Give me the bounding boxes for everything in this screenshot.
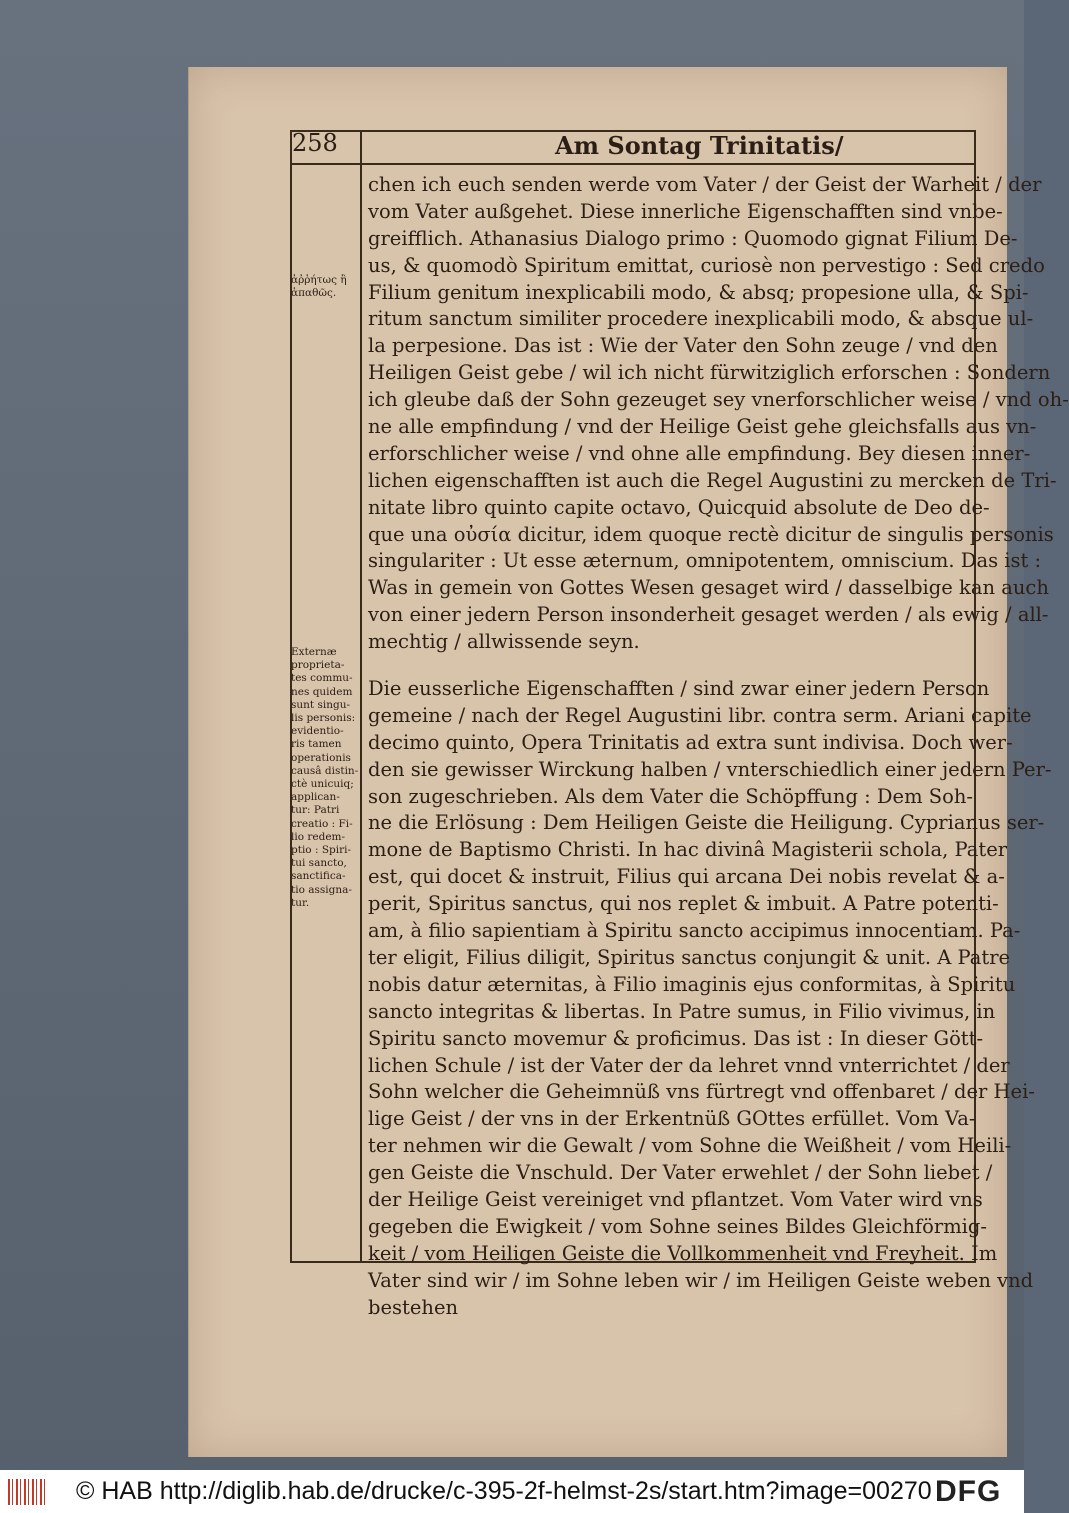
- margin-note-line: ctè unicuiq;: [291, 778, 354, 791]
- text-line: Spiritu sancto movemur & proficimus. Das ist : In dieser Gött-: [368, 1026, 984, 1050]
- margin-note-line: tui sancto,: [291, 857, 347, 870]
- margin-note-line: causâ distin-: [291, 764, 359, 777]
- margin-note-line: proprieta-: [291, 659, 345, 672]
- text-line: von einer jedern Person insonderheit gesaget werden / als ewig / all-: [368, 603, 1049, 627]
- text-line: Vater sind wir / im Sohne leben wir / im Heiligen Geiste weben vnd: [368, 1268, 1034, 1292]
- margin-note-line: tur: Patri: [291, 804, 340, 817]
- margin-note-line: operationis: [291, 751, 351, 764]
- text-line: mechtig / allwissende seyn.: [368, 630, 640, 654]
- margin-note-line: ἀῤῥήτως ἢ: [291, 274, 347, 286]
- text-line: gegeben die Ewigkeit / vom Sohne seines Bildes Gleichförmig-: [368, 1214, 987, 1238]
- text-line: ne die Erlösung : Dem Heiligen Geiste die Heiligung. Cyprianus ser-: [368, 811, 1045, 835]
- margin-note-line: ptio : Spiri-: [291, 844, 352, 857]
- text-line: son zugeschrieben. Als dem Vater die Schöpffung : Dem Soh-: [368, 784, 974, 808]
- text-line: erforschlicher weise / vnd ohne alle empfindung. Bey diesen inner-: [368, 441, 1031, 465]
- text-line: Filium genitum inexplicabili modo, & absq; propesione ulla, & Spi-: [368, 280, 1029, 304]
- text-line: ter eligit, Filius diligit, Spiritus sanctus conjungit & unit. A Patre: [368, 945, 1011, 969]
- text-line: gemeine / nach der Regel Augustini libr. contra serm. Ariani capite: [368, 703, 1032, 727]
- footer-bar: [0, 1470, 1024, 1513]
- margin-note-line: ἀπαθῶς.: [291, 287, 337, 300]
- text-line: perit, Spiritus sanctus, qui nos replet & imbuit. A Patre potenti-: [368, 892, 999, 916]
- running-head: Am Sontag Trinitatis/: [555, 131, 844, 160]
- margin-note-line: ris tamen: [291, 738, 342, 751]
- margin-note-line: tio assigna-: [291, 883, 352, 896]
- text-line: keit / vom Heiligen Geiste die Vollkommenheit vnd Freyheit. Im: [368, 1241, 998, 1265]
- margin-note-line: sunt singu-: [291, 698, 351, 711]
- text-line: gen Geiste die Vnschuld. Der Vater erwehlet / der Sohn liebet /: [368, 1161, 993, 1185]
- margin-note-line: creatio : Fi-: [291, 817, 353, 830]
- dfg-logo: DFG: [935, 1475, 1002, 1508]
- margin-note-line: tes commu-: [291, 672, 353, 685]
- text-line: nobis datur æternitas, à Filio imaginis ejus conformitas, à Spiritu: [368, 972, 1016, 996]
- text-line: der Heilige Geist vereiniget vnd pflantzet. Vom Vater wird vns: [368, 1187, 983, 1211]
- margin-note-line: applican-: [291, 791, 340, 804]
- text-line: sancto integritas & libertas. In Patre sumus, in Filio vivimus, in: [368, 999, 996, 1023]
- margin-note-line: tur.: [291, 896, 310, 909]
- text-line: que una οὐσία dicitur, idem quoque rectè dicitur de singulis personis: [368, 522, 1054, 546]
- text-line: lichen eigenschafften ist auch die Regel Augustini zu mercken de Tri-: [368, 468, 1057, 492]
- text-line: Sohn welcher die Geheimnüß vns fürtregt vnd offenbaret / der Hei-: [368, 1080, 1035, 1104]
- text-line: Was in gemein von Gottes Wesen gesaget wird / dasselbige kan auch: [368, 576, 1049, 600]
- hab-barcode-icon: [8, 1479, 46, 1505]
- margin-note-line: lis personis:: [291, 712, 356, 725]
- paragraph-gap: [368, 656, 968, 676]
- text-line: ich gleube daß der Sohn gezeuget sey vnerforschlicher weise / vnd oh-: [368, 388, 1069, 412]
- body-text: [368, 172, 1069, 1321]
- margin-note-line: nes quidem: [291, 685, 353, 698]
- text-line: singulariter : Ut esse æternum, omnipotentem, omniscium. Das ist :: [368, 549, 1042, 573]
- footer-citation[interactable]: © HAB http://diglib.hab.de/drucke/c-395-2f-helmst-2s/start.htm?image=00270: [76, 1477, 932, 1505]
- text-line: vom Vater außgehet. Diese innerliche Eigenschafften sind vnbe-: [368, 199, 1003, 223]
- text-line: decimo quinto, Opera Trinitatis ad extra sunt indivisa. Doch wer-: [368, 730, 1013, 754]
- margin-rule: [360, 130, 362, 1263]
- page-number: 258: [292, 129, 338, 157]
- margin-note-line: lio redem-: [291, 830, 346, 843]
- text-line: den sie gewisser Wirckung halben / vnterschiedlich einer jedern Per-: [368, 757, 1052, 781]
- text-line: ritum sanctum similiter procedere inexplicabili modo, & absque ul-: [368, 307, 1034, 331]
- margin-note-latin: [291, 646, 358, 910]
- text-line: greifflich. Athanasius Dialogo primo : Quomodo gignat Filium De-: [368, 226, 1018, 250]
- text-line: chen ich euch senden werde vom Vater / der Geist der Warheit / der: [368, 173, 1042, 196]
- text-line: lige Geist / der vns in der Erkentnüß GOttes erfüllet. Vom Va-: [368, 1107, 976, 1131]
- text-line: us, & quomodò Spiritum emittat, curiosè non pervestigo : Sed credo: [368, 253, 1045, 277]
- text-line: am, à filio sapientiam à Spiritu sancto accipimus innocentiam. Pa-: [368, 919, 1021, 943]
- text-line: mone de Baptismo Christi. In hac divinâ Magisterii schola, Pater: [368, 838, 1008, 862]
- header-rule: [290, 163, 976, 165]
- margin-note-greek: [291, 274, 347, 300]
- text-line: nitate libro quinto capite octavo, Quicquid absolute de Deo de-: [368, 495, 990, 519]
- text-line: Die eusserliche Eigenschafften / sind zwar einer jedern Person: [368, 677, 990, 701]
- text-line: la perpesione. Das ist : Wie der Vater den Sohn zeuge / vnd den: [368, 334, 998, 358]
- text-line: ne alle empfindung / vnd der Heilige Geist gehe gleichsfalls aus vn-: [368, 415, 1037, 439]
- margin-note-line: Externæ: [291, 646, 337, 658]
- margin-note-line: evidentio-: [291, 725, 344, 738]
- margin-note-line: sanctifica-: [291, 870, 346, 883]
- text-line: lichen Schule / ist der Vater der da lehret vnnd vnterrichtet / der: [368, 1053, 1010, 1077]
- text-line: est, qui docet & instruit, Filius qui arcana Dei nobis revelat & a-: [368, 865, 1005, 889]
- text-line: bestehen: [368, 1295, 459, 1319]
- text-line: Heiligen Geist gebe / wil ich nicht fürwitziglich erforschen : Sondern: [368, 361, 1051, 385]
- text-line: ter nehmen wir die Gewalt / vom Sohne die Weißheit / vom Heili-: [368, 1134, 1012, 1158]
